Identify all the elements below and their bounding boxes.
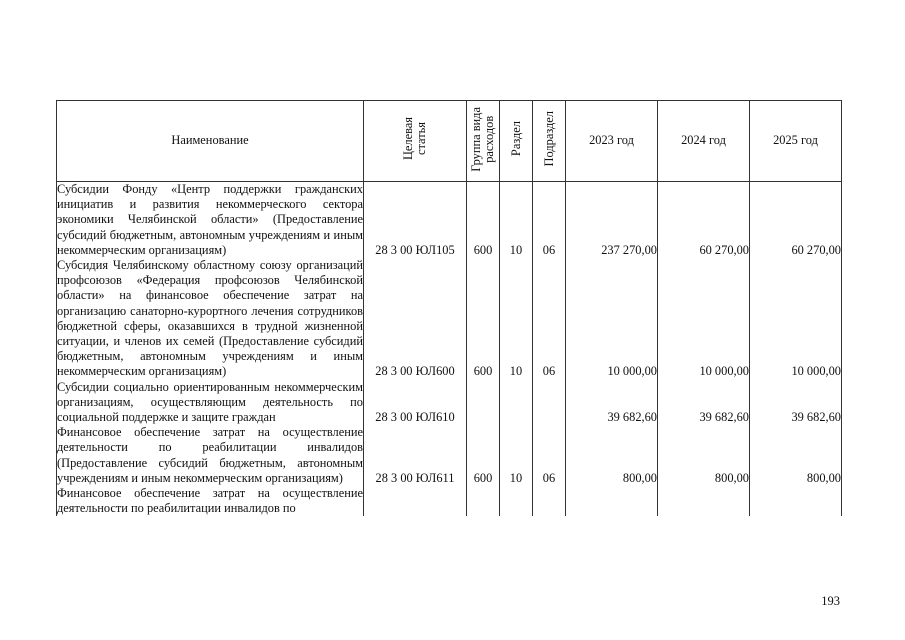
row-name: Субсидии Фонду «Центр поддержки гражданских инициатив и развития некоммерческого сектора экономики Челябинской области» (Предоставление субсидий бюджетным, автономным учреждениям и иным некоммерческим организациям) [57,182,363,257]
header-expense-group-label: Группа вида расходов [469,106,496,172]
table-row [57,182,842,259]
header-2024: 2024 год [658,101,750,182]
row-amount-2023: 237 270,00 [566,182,658,259]
row-target-article: 28 3 00 ЮЛ611 [364,425,467,486]
header-subsection [533,101,566,182]
row-expense-group [467,380,500,426]
row-subsection: 06 [533,425,566,486]
table-row [57,486,842,516]
row-amount-2024: 60 270,00 [658,182,750,259]
row-expense-group: 600 [467,182,500,259]
table-row [57,425,842,486]
row-amount-2024 [658,486,750,516]
header-2025: 2025 год [750,101,842,182]
header-2023: 2023 год [566,101,658,182]
row-amount-2025: 800,00 [750,425,842,486]
row-name: Финансовое обеспечение затрат на осуществление деятельности по реабилитации инвалидов (Предоставление субсидий бюджетным, автономным учреждениям и иным некоммерческим организациям) [57,425,363,485]
row-subsection [533,380,566,426]
page-number: 193 [821,594,840,608]
row-amount-2025: 10 000,00 [750,258,842,380]
row-subsection: 06 [533,182,566,259]
row-section: 10 [500,258,533,380]
row-amount-2024: 800,00 [658,425,750,486]
header-expense-group [467,101,500,182]
row-target-article: 28 3 00 ЮЛ600 [364,258,467,380]
table-row [57,258,842,380]
row-amount-2025: 60 270,00 [750,182,842,259]
row-amount-2023: 10 000,00 [566,258,658,380]
row-target-article [364,486,467,516]
header-section [500,101,533,182]
row-section: 10 [500,182,533,259]
header-subsection-label: Подраздел [541,111,556,167]
table-row [57,380,842,426]
row-subsection [533,486,566,516]
header-target-article [364,101,467,182]
row-subsection: 06 [533,258,566,380]
row-expense-group: 600 [467,425,500,486]
header-target-article-label: Целевая статья [401,117,428,161]
row-section [500,486,533,516]
row-name: Субсидии социально ориентированным некоммерческим организациям, осуществляющим деятельность по социальной поддержке и защите граждан [57,379,363,425]
row-amount-2024: 39 682,60 [658,380,750,426]
row-name: Субсидия Челябинскому областному союзу организаций профсоюзов «Федерация профсоюзов Челябинской области» на финансовое обеспечение затрат на организацию санаторно-курортного лечения сотрудников бюджетной сферы, оказавшихся в трудной жизненной ситуации, и членов их семей (Предоставление субсидий бюджетным, автономным учреждениям и иным некоммерческим организациям) [57,258,363,379]
budget-table [56,100,842,516]
row-expense-group: 600 [467,258,500,380]
row-amount-2023 [566,486,658,516]
row-expense-group [467,486,500,516]
row-amount-2023: 800,00 [566,425,658,486]
row-target-article: 28 3 00 ЮЛ610 [364,380,467,426]
row-name: Финансовое обеспечение затрат на осуществление деятельности по реабилитации инвалидов по [57,486,363,516]
row-target-article: 28 3 00 ЮЛ105 [364,182,467,259]
header-section-label: Раздел [508,121,523,157]
row-section: 10 [500,425,533,486]
table-header-row [57,101,842,182]
row-amount-2024: 10 000,00 [658,258,750,380]
row-section [500,380,533,426]
header-name: Наименование [57,101,364,182]
row-amount-2025 [750,486,842,516]
row-amount-2025: 39 682,60 [750,380,842,426]
row-amount-2023: 39 682,60 [566,380,658,426]
